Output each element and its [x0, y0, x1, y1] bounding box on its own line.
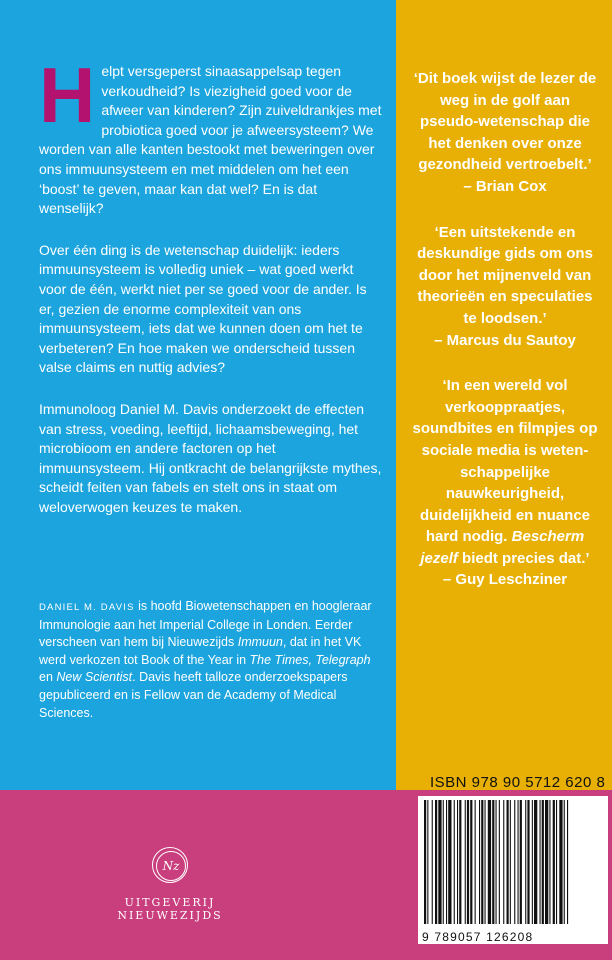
barcode-number: 9 789057 126208 — [422, 930, 534, 944]
publisher-name: UITGEVERIJ NIEUWEZIJDS — [117, 896, 223, 922]
review-quote — [410, 222, 600, 352]
book-title: Immuun — [237, 635, 283, 650]
blurb-paragraph-1: Helpt versgeperst sinaasappelsap tegen verkoudheid? Is viezigheid goed voor de afweer van kinderen? Zijn zuiveldrankjes met probiotica goed voor je afweersysteem? We worden van alle kanten bestookt met beweringen over ons immuunsysteem en met middelen om het een ‘boost’ te geven, maar kan dat wel? En is dat wenselijk? — [39, 51, 382, 217]
quote-author: – Marcus du Sautoy — [434, 331, 576, 349]
back-cover-blurb — [39, 51, 384, 539]
author-bio: DANIEL M. DAVIS is hoofd Biowetenschappen en hoogleraar Immunologie aan het Imperial College in Londen. Eerder verscheen van hem bij Nieuwezijds Immuun, dat in het VK werd verkozen tot Book of the Year in The Times, Telegraph en New Scientist. Davis heeft talloze onderzoekspapers gepubliceerd en is Fellow van de Academy of Medical Sciences. — [39, 599, 372, 720]
barcode — [418, 796, 608, 944]
blurb-paragraph-2: Over één ding is de wetenschap duidelijk: ieders immuunsysteem is volledig uniek – wat goed werkt voor de één, werkt niet per se goed voor de ander. Is er, gezien de enorme complexiteit van ons immuunsysteem, iets dat we kunnen doen om het te verbeteren? En hoe maken we onderscheid tussen valse claims en nuttig advies? — [39, 241, 367, 376]
quote-text: ‘Een uitstekende en deskundige gids om ons door het mijnenveld van theorieën en speculaties te loodsen.’ — [417, 223, 593, 327]
blurb-paragraph-3: Immunoloog Daniel M. Davis onderzoekt de effecten van stress, voeding, leeftijd, lichaamsbeweging, het microbioom en andere factoren op het immuunsysteem. Hij ontkracht de belangrijkste mythes, scheidt feiten van fabels en stelt ons in staat om weloverwogen keuzes te maken. — [39, 400, 382, 515]
barcode-bars — [418, 796, 608, 926]
publication-2: New Scientist — [56, 670, 133, 685]
review-quote — [410, 375, 600, 591]
publication-1: The Times, Telegraph — [249, 652, 371, 667]
isbn-label: ISBN 978 90 5712 620 8 — [430, 774, 606, 791]
quote-text: ‘In een wereld vol verkooppraatjes, soundbites en filmpjes op sociale media is weten-schappelijke nauwkeurigheid, duidelijkheid en nuance hard nodig. Bescherm jezelf biedt precies dat.’ — [412, 377, 598, 567]
logo-monogram: Nz — [156, 851, 186, 881]
drop-cap: H — [39, 51, 96, 139]
author-name: DANIEL M. DAVIS — [39, 602, 135, 613]
review-quote — [410, 68, 600, 198]
book-title: Bescherm jezelf — [420, 528, 585, 567]
publisher-logo-icon — [152, 847, 188, 883]
quote-author: – Guy Leschziner — [442, 571, 568, 589]
review-quotes — [410, 68, 600, 615]
quote-author: – Brian Cox — [463, 177, 547, 195]
quote-text: ‘Dit boek wijst de lezer de weg in de golf aan pseudo-wetenschap die het denken over onze gezondheid vertroebelt.’ — [413, 70, 597, 174]
